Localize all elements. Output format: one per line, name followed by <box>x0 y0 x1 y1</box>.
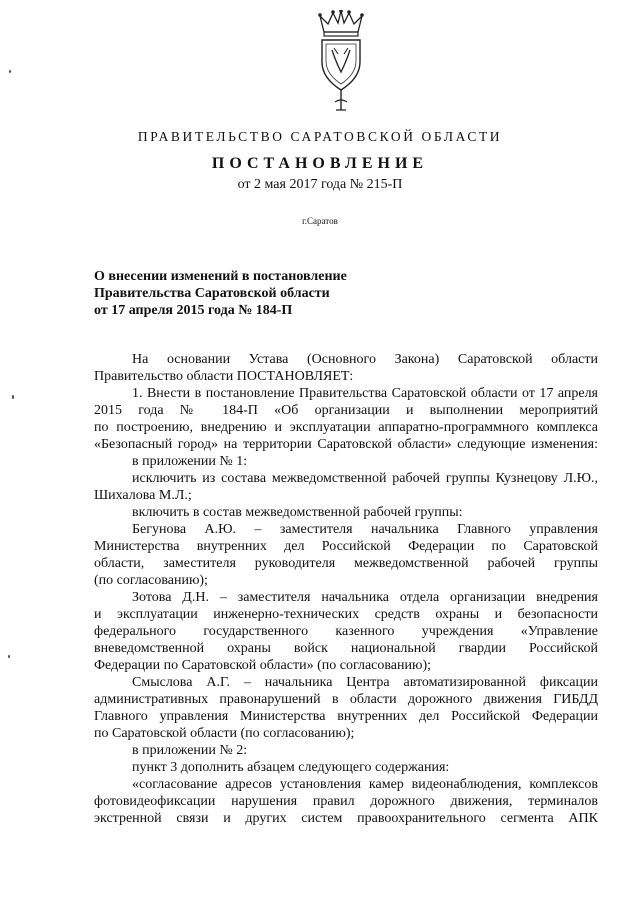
body-line: (по согласованию); <box>94 573 208 588</box>
body-line: Министерства внутренних дел Российской Федерации по Саратовской <box>94 539 598 554</box>
body-line: Смыслова А.Г. – начальника Центра автоматизированной фиксации <box>132 675 598 690</box>
body-line: в приложении № 2: <box>132 743 248 758</box>
body-line: по Саратовской области (по согласованию); <box>94 726 355 741</box>
subject-line: от 17 апреля 2015 года № 184-П <box>94 303 293 318</box>
document-type-title: ПОСТАНОВЛЕНИЕ <box>211 155 429 172</box>
body-line: «Безопасный город» на территории Саратовской области» следующие изменения: <box>94 437 598 452</box>
body-line: исключить из состава межведомственной рабочей группы Кузнецову Л.Ю., <box>132 471 598 486</box>
subject-line: Правительства Саратовской области <box>94 286 330 301</box>
document-subject <box>94 268 347 319</box>
scan-speck <box>12 395 14 399</box>
body-line: 2015 года № 184-П «Об организации и выполнении мероприятий <box>94 403 598 418</box>
body-line: экстренной связи и других систем правоохранительного сегмента АПК <box>94 811 598 826</box>
body-line: и эксплуатации инженерно-технических средств охраны и безопасности <box>94 607 598 622</box>
body-line: в приложении № 1: <box>132 454 248 469</box>
scan-speck <box>9 70 11 73</box>
body-line: федерального государственного казенного учреждения «Управление <box>94 624 598 639</box>
document-city: г.Саратов <box>302 216 338 226</box>
body-line: вневедомственной охраны войск национальной гвардии Российской <box>94 641 598 656</box>
body-line: Бегунова А.Ю. – заместителя начальника Главного управления <box>132 522 598 537</box>
coat-of-arms-icon <box>314 10 368 114</box>
body-line: включить в состав межведомственной рабочей группы: <box>132 505 463 520</box>
body-line: Правительство области ПОСТАНОВЛЯЕТ: <box>94 369 354 384</box>
government-name: ПРАВИТЕЛЬСТВО САРАТОВСКОЙ ОБЛАСТИ <box>137 129 503 144</box>
body-line: административных правонарушений в области дорожного движения ГИБДД <box>94 692 598 707</box>
body-line: Главного управления Министерства внутренних дел Российской Федерации <box>94 709 598 724</box>
scan-speck <box>8 655 10 658</box>
body-line: На основании Устава (Основного Закона) Саратовской области <box>132 352 598 367</box>
body-line: фотовидеофиксации нарушения правил дорожного движения, терминалов <box>94 794 598 809</box>
body-line: пункт 3 дополнить абзацем следующего содержания: <box>132 760 450 775</box>
body-line: Федерации по Саратовской области» (по согласованию); <box>94 658 432 673</box>
body-line: по построению, внедрению и эксплуатации аппаратно-программного комплекса <box>94 420 598 435</box>
document-body <box>94 351 598 827</box>
document-date-number: от 2 мая 2017 года № 215-П <box>237 177 403 192</box>
subject-line: О внесении изменений в постановление <box>94 269 347 284</box>
body-line: Шихалова М.Л.; <box>94 488 192 503</box>
body-line: Зотова Д.Н. – заместителя начальника отдела организации внедрения <box>132 590 598 605</box>
body-line: «согласование адресов установления камер видеонаблюдения, комплексов <box>132 777 598 792</box>
body-line: 1. Внести в постановление Правительства Саратовской области от 17 апреля <box>132 386 598 401</box>
body-line: области, заместителя руководителя межведомственной рабочей группы <box>94 556 598 571</box>
